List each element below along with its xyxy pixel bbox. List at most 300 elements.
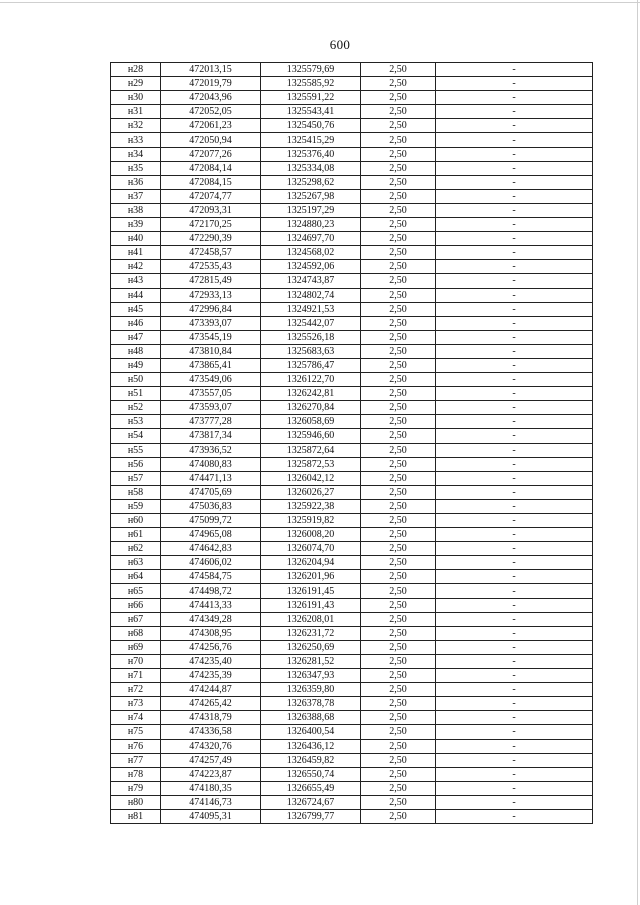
table-row [111, 344, 593, 358]
description-cell: - [436, 753, 593, 767]
description-cell: - [436, 415, 593, 429]
point-name-cell: н30 [111, 91, 161, 105]
y-coordinate-cell: 1325267,98 [261, 189, 361, 203]
point-name-cell: н54 [111, 429, 161, 443]
table-row [111, 91, 593, 105]
point-name-cell: н59 [111, 499, 161, 513]
scan-top-edge [0, 2, 640, 3]
accuracy-cell: 2,50 [361, 77, 436, 91]
description-cell: - [436, 528, 593, 542]
table-row [111, 189, 593, 203]
point-name-cell: н49 [111, 358, 161, 372]
x-coordinate-cell: 473393,07 [161, 316, 261, 330]
table-row [111, 654, 593, 668]
x-coordinate-cell: 474235,40 [161, 654, 261, 668]
description-cell: - [436, 598, 593, 612]
description-cell: - [436, 232, 593, 246]
description-cell: - [436, 387, 593, 401]
y-coordinate-cell: 1326231,72 [261, 626, 361, 640]
x-coordinate-cell: 472290,39 [161, 232, 261, 246]
table-row [111, 443, 593, 457]
description-cell: - [436, 781, 593, 795]
x-coordinate-cell: 474606,02 [161, 556, 261, 570]
description-cell: - [436, 767, 593, 781]
table-row [111, 260, 593, 274]
description-cell: - [436, 542, 593, 556]
table-row [111, 373, 593, 387]
description-cell: - [436, 669, 593, 683]
description-cell: - [436, 471, 593, 485]
description-cell: - [436, 683, 593, 697]
point-name-cell: н72 [111, 683, 161, 697]
x-coordinate-cell: 473545,19 [161, 330, 261, 344]
point-name-cell: н55 [111, 443, 161, 457]
table-row [111, 528, 593, 542]
x-coordinate-cell: 472170,25 [161, 218, 261, 232]
point-name-cell: н38 [111, 203, 161, 217]
coordinates-table-body [111, 63, 593, 824]
y-coordinate-cell: 1324697,70 [261, 232, 361, 246]
description-cell: - [436, 612, 593, 626]
accuracy-cell: 2,50 [361, 697, 436, 711]
y-coordinate-cell: 1325526,18 [261, 330, 361, 344]
table-row [111, 457, 593, 471]
table-row [111, 218, 593, 232]
accuracy-cell: 2,50 [361, 147, 436, 161]
y-coordinate-cell: 1325786,47 [261, 358, 361, 372]
description-cell: - [436, 514, 593, 528]
x-coordinate-cell: 474318,79 [161, 711, 261, 725]
x-coordinate-cell: 472084,15 [161, 175, 261, 189]
point-name-cell: н46 [111, 316, 161, 330]
description-cell: - [436, 711, 593, 725]
x-coordinate-cell: 474146,73 [161, 795, 261, 809]
point-name-cell: н68 [111, 626, 161, 640]
accuracy-cell: 2,50 [361, 795, 436, 809]
table-row [111, 640, 593, 654]
accuracy-cell: 2,50 [361, 753, 436, 767]
table-row [111, 63, 593, 77]
point-name-cell: н41 [111, 246, 161, 260]
x-coordinate-cell: 472074,77 [161, 189, 261, 203]
table-row [111, 316, 593, 330]
description-cell: - [436, 626, 593, 640]
accuracy-cell: 2,50 [361, 640, 436, 654]
x-coordinate-cell: 474584,75 [161, 570, 261, 584]
accuracy-cell: 2,50 [361, 330, 436, 344]
y-coordinate-cell: 1325298,62 [261, 175, 361, 189]
table-row [111, 471, 593, 485]
point-name-cell: н51 [111, 387, 161, 401]
table-row [111, 683, 593, 697]
x-coordinate-cell: 473593,07 [161, 401, 261, 415]
table-row [111, 499, 593, 513]
description-cell: - [436, 105, 593, 119]
x-coordinate-cell: 474413,33 [161, 598, 261, 612]
x-coordinate-cell: 472996,84 [161, 302, 261, 316]
accuracy-cell: 2,50 [361, 358, 436, 372]
y-coordinate-cell: 1326250,69 [261, 640, 361, 654]
accuracy-cell: 2,50 [361, 514, 436, 528]
x-coordinate-cell: 473810,84 [161, 344, 261, 358]
x-coordinate-cell: 474320,76 [161, 739, 261, 753]
x-coordinate-cell: 474308,95 [161, 626, 261, 640]
point-name-cell: н47 [111, 330, 161, 344]
accuracy-cell: 2,50 [361, 302, 436, 316]
point-name-cell: н45 [111, 302, 161, 316]
y-coordinate-cell: 1326281,52 [261, 654, 361, 668]
point-name-cell: н62 [111, 542, 161, 556]
point-name-cell: н50 [111, 373, 161, 387]
point-name-cell: н43 [111, 274, 161, 288]
accuracy-cell: 2,50 [361, 429, 436, 443]
point-name-cell: н66 [111, 598, 161, 612]
accuracy-cell: 2,50 [361, 669, 436, 683]
y-coordinate-cell: 1325442,07 [261, 316, 361, 330]
accuracy-cell: 2,50 [361, 457, 436, 471]
description-cell: - [436, 697, 593, 711]
point-name-cell: н36 [111, 175, 161, 189]
accuracy-cell: 2,50 [361, 274, 436, 288]
y-coordinate-cell: 1326459,82 [261, 753, 361, 767]
accuracy-cell: 2,50 [361, 133, 436, 147]
y-coordinate-cell: 1326400,54 [261, 725, 361, 739]
point-name-cell: н63 [111, 556, 161, 570]
table-row [111, 556, 593, 570]
x-coordinate-cell: 474498,72 [161, 584, 261, 598]
description-cell: - [436, 809, 593, 823]
y-coordinate-cell: 1325197,29 [261, 203, 361, 217]
point-name-cell: н79 [111, 781, 161, 795]
table-row [111, 119, 593, 133]
point-name-cell: н37 [111, 189, 161, 203]
description-cell: - [436, 63, 593, 77]
description-cell: - [436, 218, 593, 232]
accuracy-cell: 2,50 [361, 119, 436, 133]
accuracy-cell: 2,50 [361, 246, 436, 260]
point-name-cell: н65 [111, 584, 161, 598]
description-cell: - [436, 288, 593, 302]
coordinates-table [110, 62, 593, 824]
table-row [111, 429, 593, 443]
y-coordinate-cell: 1324743,87 [261, 274, 361, 288]
point-name-cell: н75 [111, 725, 161, 739]
accuracy-cell: 2,50 [361, 654, 436, 668]
accuracy-cell: 2,50 [361, 528, 436, 542]
table-row [111, 725, 593, 739]
accuracy-cell: 2,50 [361, 556, 436, 570]
point-name-cell: н39 [111, 218, 161, 232]
x-coordinate-cell: 474336,58 [161, 725, 261, 739]
scan-right-edge [637, 0, 638, 905]
point-name-cell: н32 [111, 119, 161, 133]
table-row [111, 302, 593, 316]
accuracy-cell: 2,50 [361, 809, 436, 823]
table-row [111, 809, 593, 823]
description-cell: - [436, 584, 593, 598]
point-name-cell: н76 [111, 739, 161, 753]
point-name-cell: н78 [111, 767, 161, 781]
y-coordinate-cell: 1325543,41 [261, 105, 361, 119]
description-cell: - [436, 260, 593, 274]
y-coordinate-cell: 1326191,45 [261, 584, 361, 598]
description-cell: - [436, 401, 593, 415]
description-cell: - [436, 358, 593, 372]
point-name-cell: н81 [111, 809, 161, 823]
description-cell: - [436, 330, 593, 344]
y-coordinate-cell: 1325585,92 [261, 77, 361, 91]
table-row [111, 739, 593, 753]
x-coordinate-cell: 472933,13 [161, 288, 261, 302]
table-row [111, 711, 593, 725]
x-coordinate-cell: 473777,28 [161, 415, 261, 429]
accuracy-cell: 2,50 [361, 626, 436, 640]
y-coordinate-cell: 1325946,60 [261, 429, 361, 443]
accuracy-cell: 2,50 [361, 485, 436, 499]
x-coordinate-cell: 473817,34 [161, 429, 261, 443]
table-row [111, 626, 593, 640]
x-coordinate-cell: 473865,41 [161, 358, 261, 372]
description-cell: - [436, 373, 593, 387]
y-coordinate-cell: 1325591,22 [261, 91, 361, 105]
table-row [111, 133, 593, 147]
point-name-cell: н56 [111, 457, 161, 471]
y-coordinate-cell: 1324568,02 [261, 246, 361, 260]
y-coordinate-cell: 1326026,27 [261, 485, 361, 499]
x-coordinate-cell: 474642,83 [161, 542, 261, 556]
x-coordinate-cell: 474257,49 [161, 753, 261, 767]
y-coordinate-cell: 1326270,84 [261, 401, 361, 415]
table-row [111, 669, 593, 683]
description-cell: - [436, 485, 593, 499]
table-row [111, 485, 593, 499]
point-name-cell: н33 [111, 133, 161, 147]
point-name-cell: н29 [111, 77, 161, 91]
accuracy-cell: 2,50 [361, 189, 436, 203]
x-coordinate-cell: 473557,05 [161, 387, 261, 401]
description-cell: - [436, 161, 593, 175]
accuracy-cell: 2,50 [361, 612, 436, 626]
y-coordinate-cell: 1326058,69 [261, 415, 361, 429]
point-name-cell: н44 [111, 288, 161, 302]
table-row [111, 598, 593, 612]
x-coordinate-cell: 473549,06 [161, 373, 261, 387]
x-coordinate-cell: 472043,96 [161, 91, 261, 105]
y-coordinate-cell: 1326242,81 [261, 387, 361, 401]
description-cell: - [436, 457, 593, 471]
x-coordinate-cell: 474244,87 [161, 683, 261, 697]
point-name-cell: н53 [111, 415, 161, 429]
accuracy-cell: 2,50 [361, 203, 436, 217]
table-row [111, 288, 593, 302]
x-coordinate-cell: 474235,39 [161, 669, 261, 683]
x-coordinate-cell: 474705,69 [161, 485, 261, 499]
point-name-cell: н57 [111, 471, 161, 485]
table-row [111, 570, 593, 584]
accuracy-cell: 2,50 [361, 542, 436, 556]
table-row [111, 514, 593, 528]
description-cell: - [436, 189, 593, 203]
accuracy-cell: 2,50 [361, 584, 436, 598]
table-row [111, 161, 593, 175]
table-row [111, 542, 593, 556]
point-name-cell: н35 [111, 161, 161, 175]
y-coordinate-cell: 1325579,69 [261, 63, 361, 77]
point-name-cell: н77 [111, 753, 161, 767]
description-cell: - [436, 302, 593, 316]
x-coordinate-cell: 472052,05 [161, 105, 261, 119]
x-coordinate-cell: 472013,15 [161, 63, 261, 77]
y-coordinate-cell: 1326204,94 [261, 556, 361, 570]
description-cell: - [436, 429, 593, 443]
accuracy-cell: 2,50 [361, 161, 436, 175]
table-row [111, 767, 593, 781]
x-coordinate-cell: 475099,72 [161, 514, 261, 528]
accuracy-cell: 2,50 [361, 570, 436, 584]
x-coordinate-cell: 474349,28 [161, 612, 261, 626]
y-coordinate-cell: 1326191,43 [261, 598, 361, 612]
accuracy-cell: 2,50 [361, 781, 436, 795]
point-name-cell: н67 [111, 612, 161, 626]
y-coordinate-cell: 1324592,06 [261, 260, 361, 274]
description-cell: - [436, 499, 593, 513]
x-coordinate-cell: 472077,26 [161, 147, 261, 161]
y-coordinate-cell: 1325872,64 [261, 443, 361, 457]
accuracy-cell: 2,50 [361, 63, 436, 77]
accuracy-cell: 2,50 [361, 499, 436, 513]
accuracy-cell: 2,50 [361, 415, 436, 429]
description-cell: - [436, 203, 593, 217]
point-name-cell: н61 [111, 528, 161, 542]
point-name-cell: н31 [111, 105, 161, 119]
y-coordinate-cell: 1325450,76 [261, 119, 361, 133]
point-name-cell: н71 [111, 669, 161, 683]
table-row [111, 330, 593, 344]
table-row [111, 697, 593, 711]
x-coordinate-cell: 474223,87 [161, 767, 261, 781]
y-coordinate-cell: 1325334,08 [261, 161, 361, 175]
table-row [111, 175, 593, 189]
accuracy-cell: 2,50 [361, 91, 436, 105]
y-coordinate-cell: 1325415,29 [261, 133, 361, 147]
description-cell: - [436, 119, 593, 133]
y-coordinate-cell: 1326550,74 [261, 767, 361, 781]
accuracy-cell: 2,50 [361, 739, 436, 753]
y-coordinate-cell: 1325922,38 [261, 499, 361, 513]
y-coordinate-cell: 1324921,53 [261, 302, 361, 316]
y-coordinate-cell: 1326201,96 [261, 570, 361, 584]
point-name-cell: н28 [111, 63, 161, 77]
point-name-cell: н40 [111, 232, 161, 246]
y-coordinate-cell: 1326378,78 [261, 697, 361, 711]
point-name-cell: н60 [111, 514, 161, 528]
x-coordinate-cell: 474095,31 [161, 809, 261, 823]
y-coordinate-cell: 1326208,01 [261, 612, 361, 626]
y-coordinate-cell: 1326655,49 [261, 781, 361, 795]
y-coordinate-cell: 1326074,70 [261, 542, 361, 556]
x-coordinate-cell: 472815,49 [161, 274, 261, 288]
point-name-cell: н74 [111, 711, 161, 725]
accuracy-cell: 2,50 [361, 288, 436, 302]
description-cell: - [436, 344, 593, 358]
accuracy-cell: 2,50 [361, 232, 436, 246]
table-row [111, 401, 593, 415]
y-coordinate-cell: 1326799,77 [261, 809, 361, 823]
description-cell: - [436, 570, 593, 584]
table-row [111, 584, 593, 598]
accuracy-cell: 2,50 [361, 767, 436, 781]
accuracy-cell: 2,50 [361, 401, 436, 415]
accuracy-cell: 2,50 [361, 373, 436, 387]
description-cell: - [436, 640, 593, 654]
x-coordinate-cell: 473936,52 [161, 443, 261, 457]
description-cell: - [436, 133, 593, 147]
accuracy-cell: 2,50 [361, 683, 436, 697]
x-coordinate-cell: 474471,13 [161, 471, 261, 485]
x-coordinate-cell: 472084,14 [161, 161, 261, 175]
table-row [111, 415, 593, 429]
point-name-cell: н80 [111, 795, 161, 809]
accuracy-cell: 2,50 [361, 316, 436, 330]
x-coordinate-cell: 472061,23 [161, 119, 261, 133]
table-row [111, 203, 593, 217]
description-cell: - [436, 91, 593, 105]
x-coordinate-cell: 474256,76 [161, 640, 261, 654]
table-row [111, 612, 593, 626]
accuracy-cell: 2,50 [361, 598, 436, 612]
point-name-cell: н48 [111, 344, 161, 358]
accuracy-cell: 2,50 [361, 711, 436, 725]
accuracy-cell: 2,50 [361, 260, 436, 274]
point-name-cell: н64 [111, 570, 161, 584]
accuracy-cell: 2,50 [361, 218, 436, 232]
y-coordinate-cell: 1326359,80 [261, 683, 361, 697]
table-row [111, 753, 593, 767]
table-row [111, 147, 593, 161]
y-coordinate-cell: 1326122,70 [261, 373, 361, 387]
y-coordinate-cell: 1326388,68 [261, 711, 361, 725]
table-row [111, 795, 593, 809]
accuracy-cell: 2,50 [361, 105, 436, 119]
table-row [111, 77, 593, 91]
y-coordinate-cell: 1326724,67 [261, 795, 361, 809]
table-row [111, 387, 593, 401]
description-cell: - [436, 175, 593, 189]
page-number: 600 [329, 37, 351, 52]
accuracy-cell: 2,50 [361, 443, 436, 457]
description-cell: - [436, 316, 593, 330]
x-coordinate-cell: 472019,79 [161, 77, 261, 91]
description-cell: - [436, 654, 593, 668]
description-cell: - [436, 795, 593, 809]
table-row [111, 358, 593, 372]
table-row [111, 246, 593, 260]
description-cell: - [436, 246, 593, 260]
table-row [111, 105, 593, 119]
y-coordinate-cell: 1325683,63 [261, 344, 361, 358]
description-cell: - [436, 147, 593, 161]
point-name-cell: н73 [111, 697, 161, 711]
x-coordinate-cell: 474180,35 [161, 781, 261, 795]
y-coordinate-cell: 1324880,23 [261, 218, 361, 232]
point-name-cell: н34 [111, 147, 161, 161]
table-row [111, 274, 593, 288]
accuracy-cell: 2,50 [361, 387, 436, 401]
table-row [111, 232, 593, 246]
description-cell: - [436, 556, 593, 570]
accuracy-cell: 2,50 [361, 175, 436, 189]
description-cell: - [436, 725, 593, 739]
